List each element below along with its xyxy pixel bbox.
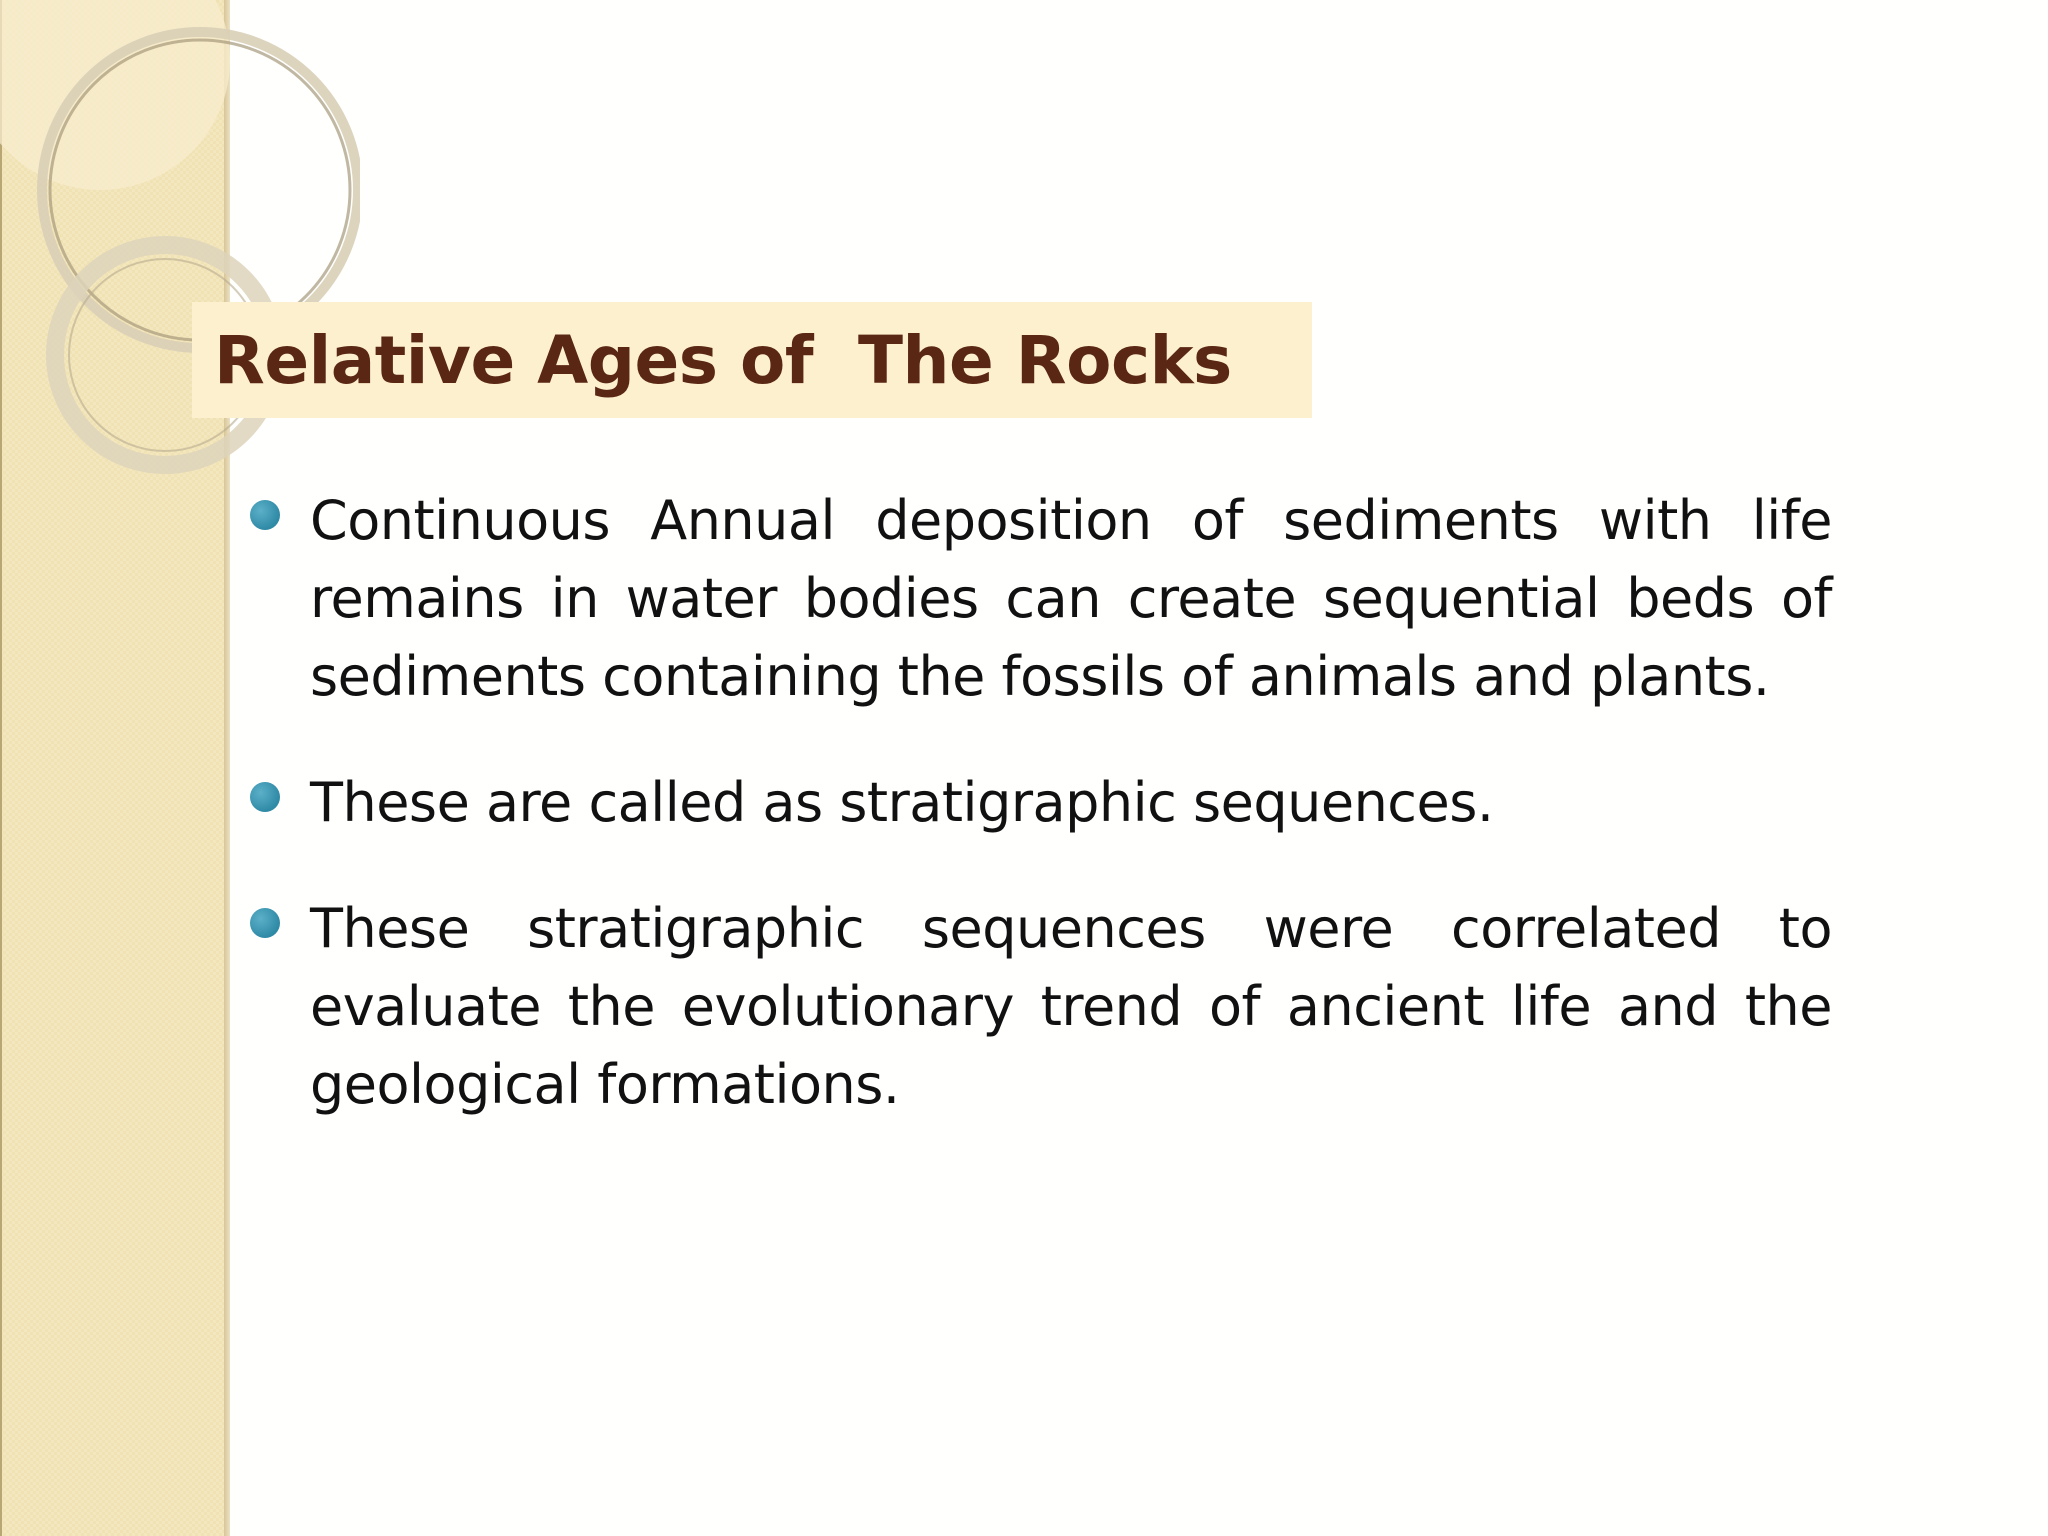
bullet-text: Continuous Annual deposition of sediments with life remains in water bodies can create sequential beds of sediments containing the fossils of animals and plants. [310,489,1832,708]
bullet-text: These are called as stratigraphic sequences. [310,771,1494,834]
slide-title: Relative Ages of The Rocks [214,321,1232,399]
decorative-rings-icon [0,0,360,520]
bullet-circle-icon [250,500,280,530]
bullet-item [248,482,1832,716]
bullet-item [248,890,1832,1124]
bullet-text: These stratigraphic sequences were correlated to evaluate the evolutionary trend of ancient life and the geological formations. [310,897,1832,1116]
title-box [192,302,1312,418]
bullet-item [248,764,1832,842]
bullet-list [248,482,1832,1172]
bullet-circle-icon [250,782,280,812]
bullet-circle-icon [250,908,280,938]
